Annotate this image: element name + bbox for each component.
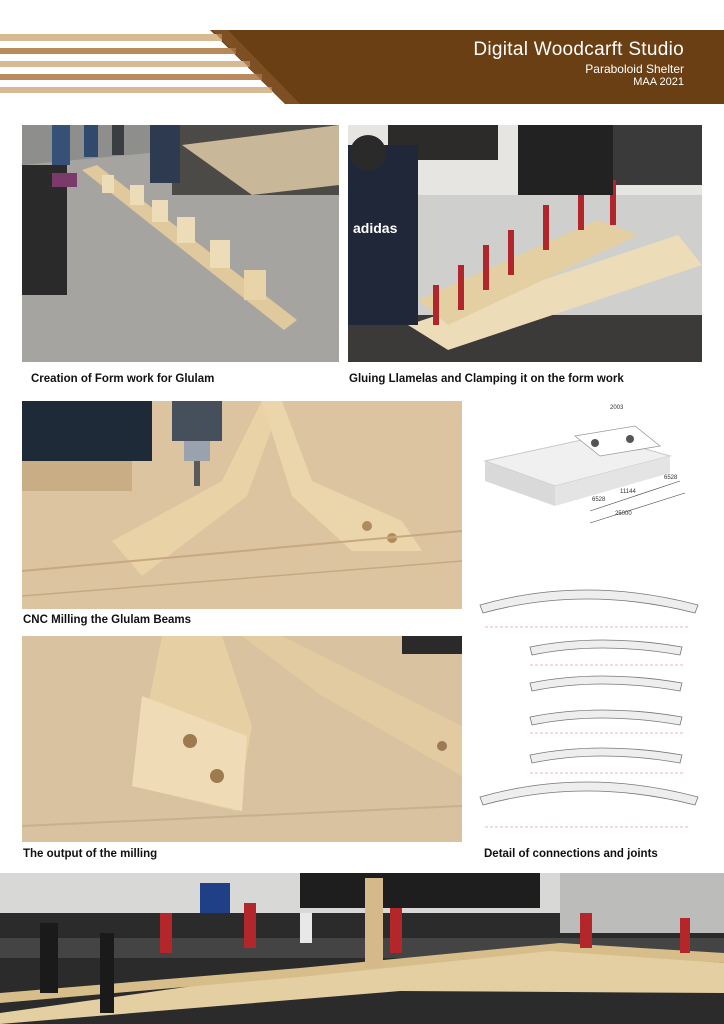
caption-formwork: Creation of Form work for Glulam [31,373,215,385]
dim-b-label: 11144 [620,489,636,495]
page-title: Digital Woodcarft Studio [473,39,684,60]
title-block [473,38,684,89]
gluing-photo [348,125,702,362]
milling-output-photo [22,636,462,842]
beam-elevations [470,565,702,843]
dim-total-label: 25000 [615,511,632,517]
caption-output: The output of the milling [23,848,158,860]
svg-text:adidas: adidas [353,220,398,236]
dim-a-label: 6528 [592,497,606,503]
page-subtitle: Paraboloid Shelter [585,62,684,76]
caption-cnc: CNC Milling the Glulam Beams [23,614,192,626]
dim-c-label: 6528 [664,475,678,481]
joint-diagram [470,401,702,536]
cnc-photo [22,401,462,609]
dim-top-label: 2003 [610,405,624,411]
page-year: MAA 2021 [633,76,684,88]
clamping-photo [0,873,724,1024]
caption-gluing: Gluing Llamelas and Clamping it on the form work [349,373,624,385]
caption-joints: Detail of connections and joints [484,848,658,860]
formwork-photo [22,125,339,362]
